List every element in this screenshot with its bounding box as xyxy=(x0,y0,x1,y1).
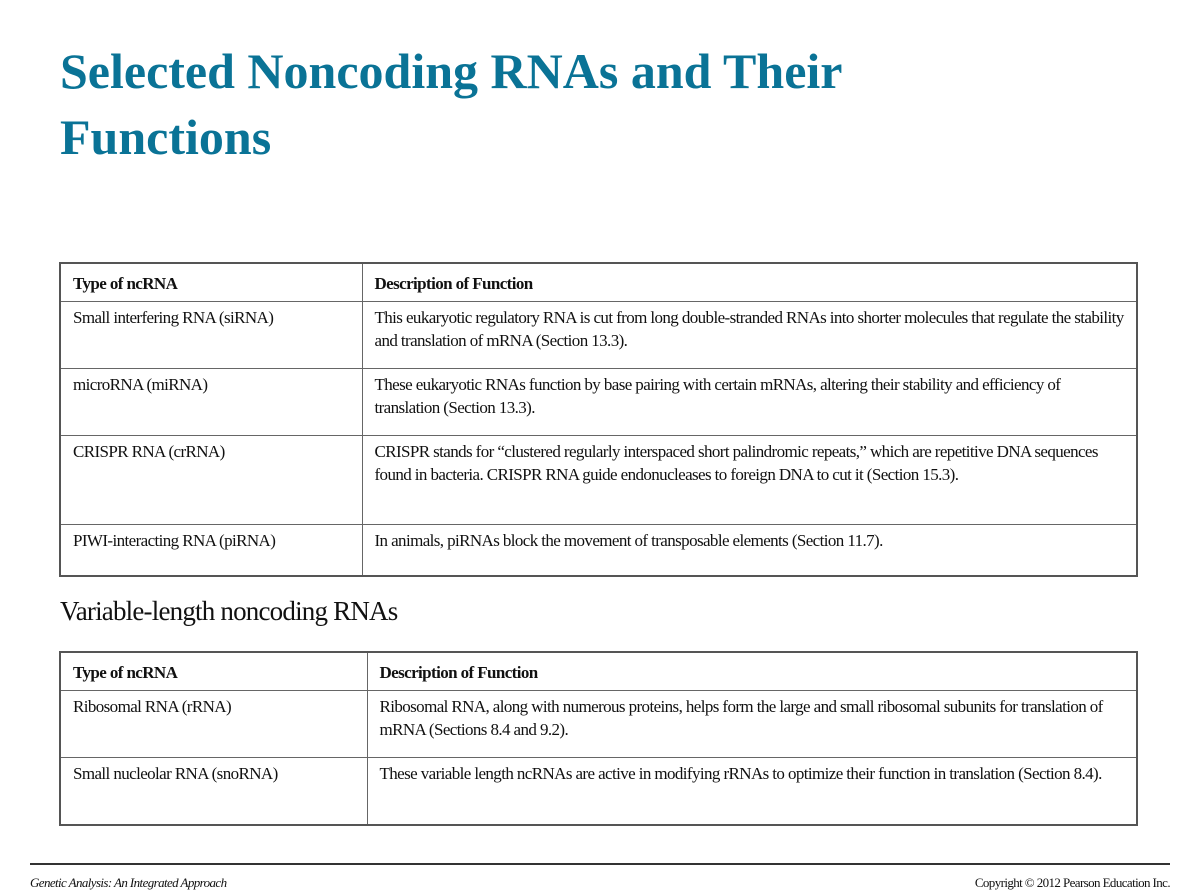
table-row xyxy=(60,369,1137,436)
table-header-row xyxy=(60,652,1137,691)
section-heading: Variable-length noncoding RNAs xyxy=(60,596,398,626)
rna-type-cell: Small interfering RNA (siRNA) xyxy=(60,302,362,369)
rna-description-cell: These variable length ncRNAs are active in modifying rRNAs to optimize their function in translation (Section 8.4). xyxy=(367,758,1137,826)
table-header-row xyxy=(60,263,1137,302)
rna-type-cell: CRISPR RNA (crRNA) xyxy=(60,436,362,525)
footer-copyright: Copyright © 2012 Pearson Education Inc. xyxy=(974,875,1170,890)
rna-type-cell: Small nucleolar RNA (snoRNA) xyxy=(60,758,367,826)
rna-type-cell: PIWI-interacting RNA (piRNA) xyxy=(60,525,362,577)
column-header-description: Description of Function xyxy=(367,652,1137,691)
rna-type-cell: microRNA (miRNA) xyxy=(60,369,362,436)
variable-ncrna-table xyxy=(59,651,1138,826)
table-row xyxy=(60,758,1137,826)
rna-description-cell: CRISPR stands for “clustered regularly interspaced short palindromic repeats,” which are repetitive DNA sequences found in bacteria. CRISPR RNA guide endonucleases to foreign DNA to cut it (Section 15.3). xyxy=(362,436,1137,525)
table-row xyxy=(60,525,1137,577)
footer-divider xyxy=(30,863,1170,865)
footer-book-title: Genetic Analysis: An Integrated Approach xyxy=(30,875,227,890)
small-ncrna-table xyxy=(59,262,1138,577)
rna-description-cell: In animals, piRNAs block the movement of transposable elements (Section 11.7). xyxy=(362,525,1137,577)
table-row xyxy=(60,691,1137,758)
rna-type-cell: Ribosomal RNA (rRNA) xyxy=(60,691,367,758)
table-row xyxy=(60,302,1137,369)
column-header-description: Description of Function xyxy=(362,263,1137,302)
rna-description-cell: These eukaryotic RNAs function by base pairing with certain mRNAs, altering their stability and efficiency of translation (Section 13.3). xyxy=(362,369,1137,436)
column-header-type: Type of ncRNA xyxy=(60,652,367,691)
table-row xyxy=(60,436,1137,525)
slide-title: Selected Noncoding RNAs and Their Functions xyxy=(60,43,842,165)
rna-description-cell: This eukaryotic regulatory RNA is cut from long double-stranded RNAs into shorter molecules that regulate the stability and translation of mRNA (Section 13.3). xyxy=(362,302,1137,369)
rna-description-cell: Ribosomal RNA, along with numerous proteins, helps form the large and small ribosomal subunits for translation of mRNA (Sections 8.4 and 9.2). xyxy=(367,691,1137,758)
column-header-type: Type of ncRNA xyxy=(60,263,362,302)
